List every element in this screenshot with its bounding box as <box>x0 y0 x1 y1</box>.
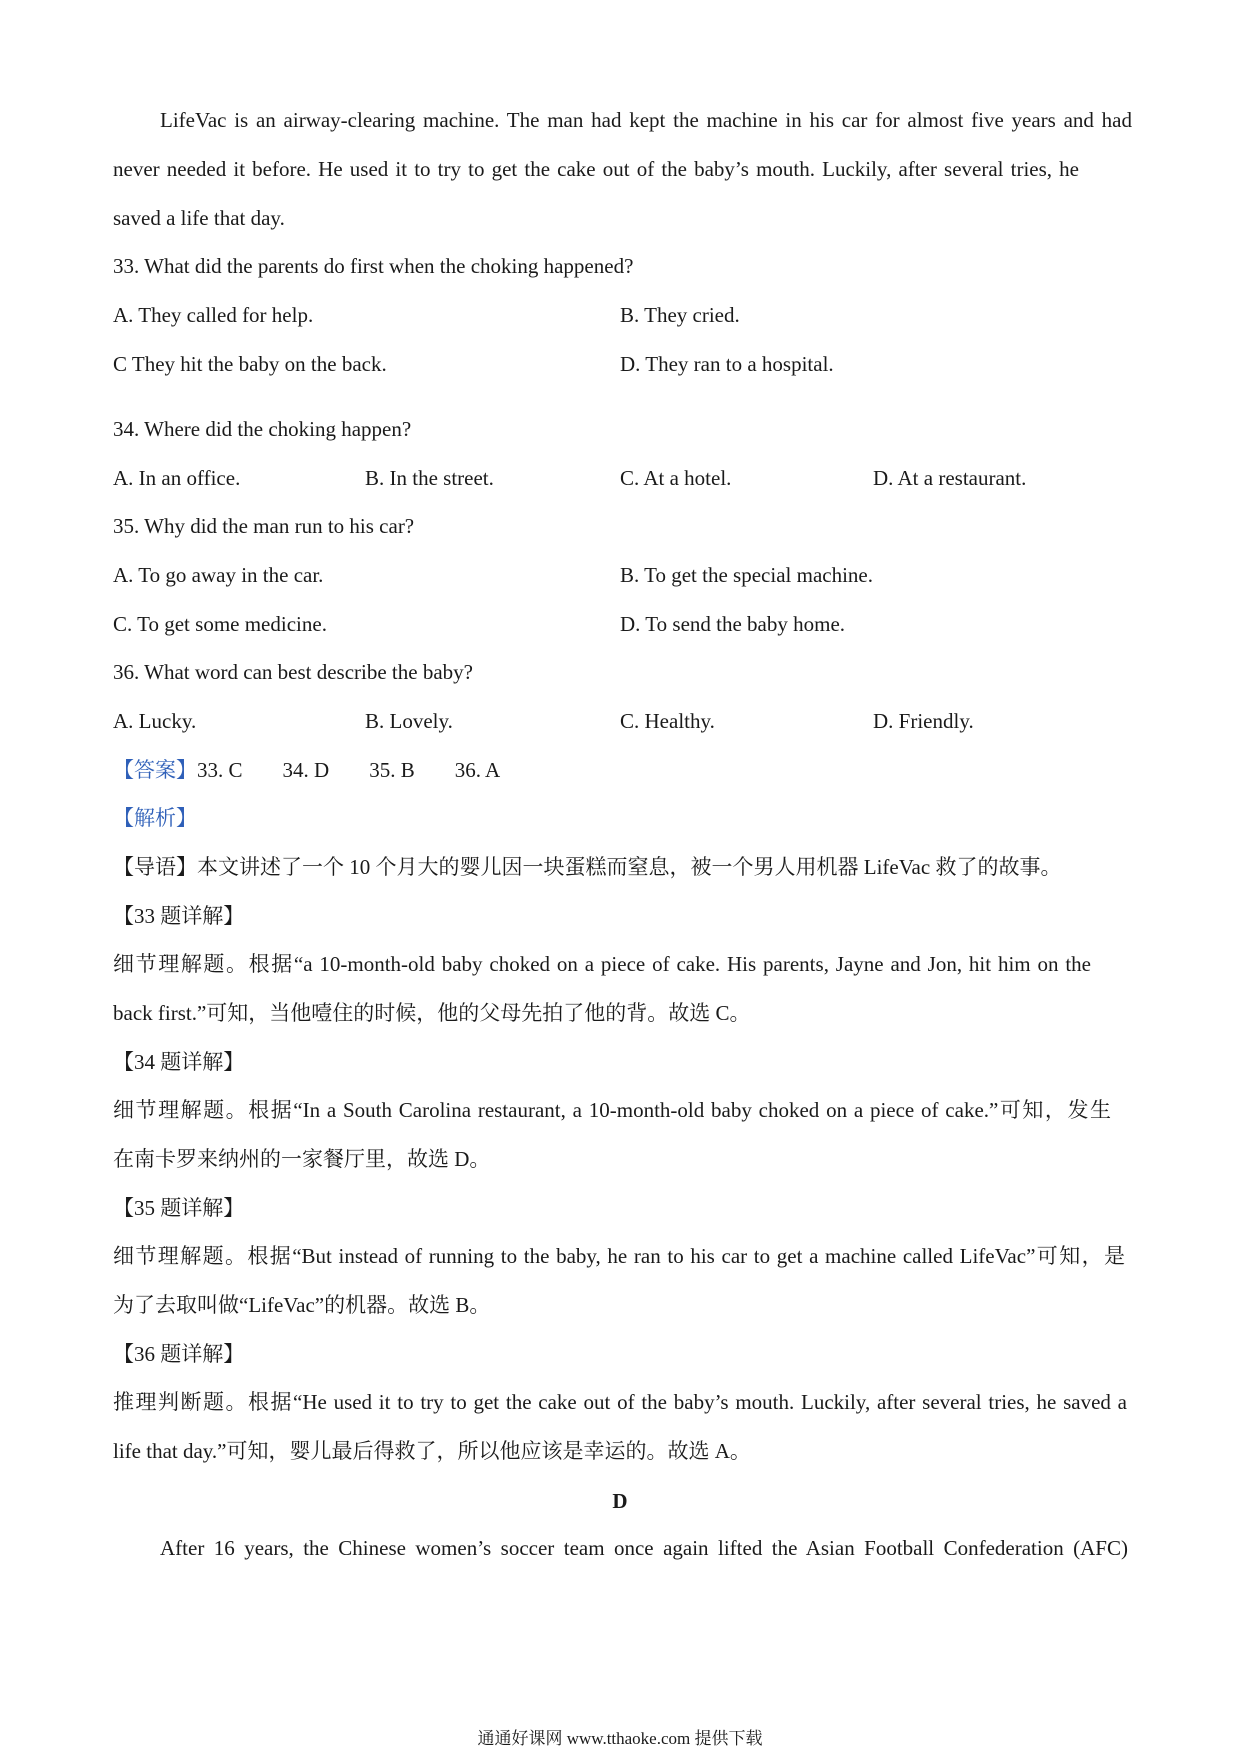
question-33-option-c: C They hit the baby on the back. <box>113 352 387 376</box>
analysis-intro: 【导语】本文讲述了一个 10 个月大的婴儿因一块蛋糕而窒息，被一个男人用机器 LifeVac 救了的故事。 <box>113 855 1062 879</box>
passage-line-2: never needed it before. He used it to try to get the cake out of the baby’s mouth. Luckily, after several tries, he <box>113 157 1079 181</box>
question-35-stem: 35. Why did the man run to his car? <box>113 514 415 538</box>
detail-35-line-1: 细节理解题。根据“But instead of running to the baby, he ran to his car to get a machine called LifeVac”可知，是 <box>113 1244 1125 1268</box>
detail-33-heading: 【33 题详解】 <box>113 904 245 928</box>
question-34-option-d: D. At a restaurant. <box>873 466 1027 490</box>
question-36-option-a: A. Lucky. <box>113 709 197 733</box>
question-36-stem: 36. What word can best describe the baby? <box>113 660 473 684</box>
detail-34-heading: 【34 题详解】 <box>113 1050 245 1074</box>
question-34-option-c: C. At a hotel. <box>620 466 732 490</box>
page-footer: 通通好课网 www.tthaoke.com 提供下载 <box>477 1729 763 1748</box>
detail-34-line-1: 细节理解题。根据“In a South Carolina restaurant, a 10-month-old baby choked on a piece of cake.”可知，发生 <box>113 1098 1111 1122</box>
answer-item-34: 34. D <box>282 758 330 782</box>
question-34-option-a: A. In an office. <box>113 466 241 490</box>
question-35-option-b: B. To get the special machine. <box>620 563 873 587</box>
question-36-option-c: C. Healthy. <box>620 709 715 733</box>
passage-line-1: LifeVac is an airway-clearing machine. The man had kept the machine in his car for almost five years and had <box>160 108 1132 132</box>
answer-item-36: 36. A <box>454 758 501 782</box>
answer-item-35: 35. B <box>369 758 415 782</box>
question-35-option-a: A. To go away in the car. <box>113 563 324 587</box>
section-d-heading: D <box>612 1489 628 1513</box>
question-33-option-a: A. They called for help. <box>113 303 314 327</box>
answer-row <box>113 756 500 784</box>
question-35-option-d: D. To send the baby home. <box>620 612 846 636</box>
question-35-option-c: C. To get some medicine. <box>113 612 327 636</box>
question-34-option-b: B. In the street. <box>365 466 494 490</box>
question-33-option-b: B. They cried. <box>620 303 740 327</box>
analysis-label: 【解析】 <box>113 806 197 830</box>
passage-line-3: saved a life that day. <box>113 206 285 230</box>
detail-35-heading: 【35 题详解】 <box>113 1196 245 1220</box>
answer-label: 【答案】 <box>113 758 197 782</box>
question-36-option-d: D. Friendly. <box>873 709 974 733</box>
detail-33-line-1: 细节理解题。根据“a 10-month-old baby choked on a piece of cake. His parents, Jayne and Jon, hit him on the <box>113 952 1091 976</box>
detail-36-line-1: 推理判断题。根据“He used it to try to get the cake out of the baby’s mouth. Luckily, after several tries, he saved a <box>113 1390 1127 1414</box>
answer-item-33: 33. C <box>197 758 243 782</box>
section-d-line-1: After 16 years, the Chinese women’s soccer team once again lifted the Asian Football Confederation (AFC) <box>160 1536 1128 1560</box>
detail-34-line-2: 在南卡罗来纳州的一家餐厅里，故选 D。 <box>113 1147 491 1171</box>
detail-36-heading: 【36 题详解】 <box>113 1342 245 1366</box>
detail-35-line-2: 为了去取叫做“LifeVac”的机器。故选 B。 <box>113 1293 491 1317</box>
question-33-option-d: D. They ran to a hospital. <box>620 352 834 376</box>
question-34-stem: 34. Where did the choking happen? <box>113 417 412 441</box>
detail-36-line-2: life that day.”可知，婴儿最后得救了，所以他应该是幸运的。故选 A。 <box>113 1439 751 1463</box>
detail-33-line-2: back first.”可知，当他噎住的时候，他的父母先拍了他的背。故选 C。 <box>113 1001 751 1025</box>
question-33-stem: 33. What did the parents do first when the choking happened? <box>113 254 634 278</box>
question-36-option-b: B. Lovely. <box>365 709 453 733</box>
